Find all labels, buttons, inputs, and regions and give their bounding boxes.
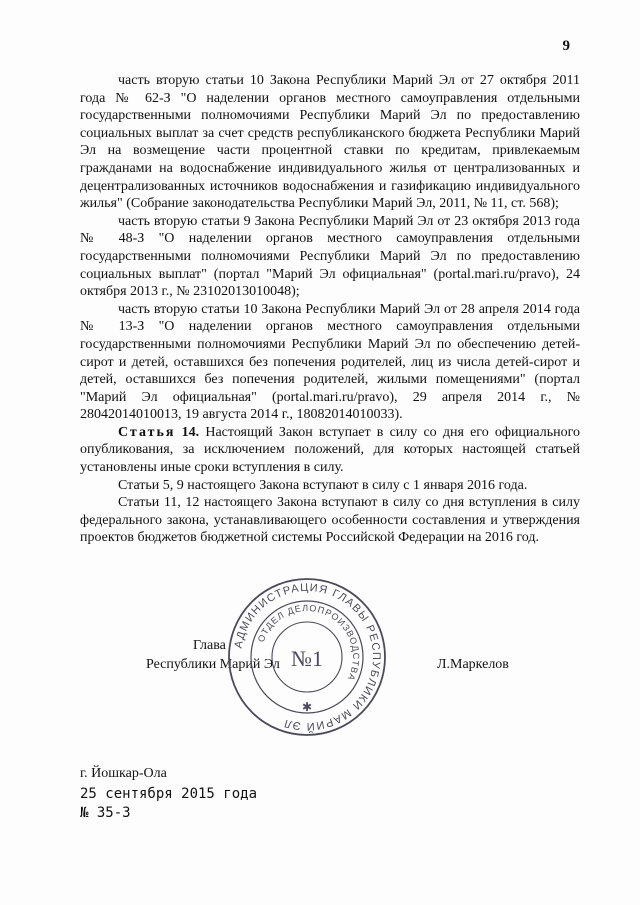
signatory-name: Л.Маркелов: [437, 657, 509, 672]
paragraph-law-13-z: часть вторую статьи 10 Закона Республики Марий Эл от 28 апреля 2014 года № 13-З "О наделении органов местного самоуправления отдельными государственными полномочиями Республики Марий Эл по обеспечению детей-сирот и детей, оставшихся без попечения родителей, лиц из числа детей-сирот и детей, оставшихся без попечения родителей, жилыми помещениями" (портал "Марий Эл официальная" (portal.mari.ru/pravo), 29 апреля 2014 г., № 28042014010013, 19 августа 2014 г., 18082014010033).: [80, 301, 580, 423]
official-stamp: [226, 576, 388, 738]
article-label: Статья: [118, 424, 176, 440]
paragraph-articles-5-9: Статьи 5, 9 настоящего Закона вступают в силу с 1 января 2016 года.: [118, 477, 528, 493]
document-body: [80, 72, 580, 547]
article-14-text: Настоящий Закон вступает в силу со дня его официального опубликования, за исключением положений, для которых настоящей статьей установлены иные сроки вступления в силу.: [80, 424, 581, 476]
signing-city: г. Йошкар-Ола: [80, 766, 167, 781]
stamp-center-number: №1: [291, 646, 323, 671]
paragraph-articles-11-12: Статьи 11, 12 настоящего Закона вступают в силу со дня вступления в силу федерального закона, устанавливающего особенности составления и утверждения проектов бюджетов бюджетной системы Российской Федерации на 2016 год.: [80, 495, 580, 546]
signature-title-line2: Республики Марий Эл: [146, 657, 280, 672]
paragraph-law-48-z: часть вторую статьи 9 Закона Республики Марий Эл от 23 октября 2013 года № 48-З "О наделении органов местного самоуправления отдельными государственными полномочиями Республики Марий Эл по предоставлению социальных выплат" (портал "Марий Эл официальная" (portal.mari.ru/pravo), 24 октября 2013 г., № 23102013010048);: [80, 213, 580, 300]
page-number: 9: [562, 38, 570, 54]
stamp-inner-text: ОТДЕЛ ДЕЛОПРОИЗВОДСТВА: [255, 602, 362, 683]
stamp-ring-text: АДМИНИСТРАЦИЯ ГЛАВЫ РЕСПУБЛИКИ МАРИЙ ЭЛ: [232, 581, 383, 733]
article-14-paragraph: [80, 424, 580, 477]
law-number: № 35-З: [80, 805, 131, 821]
paragraph-law-62-z: часть вторую статьи 10 Закона Республики Марий Эл от 27 октября 2011 года № 62-З "О наделении органов местного самоуправления отдельными государственными полномочиями Республики Марий Эл по предоставлению социальных выплат за счет средств республиканского бюджета Республики Марий Эл на возмещение части процентной ставки по кредитам, привлекаемым гражданами на водоснабжение индивидуального жилья от централизованных и децентрализованных источников водоснабжения и газификацию индивидуального жилья" (Собрание законодательства Республики Марий Эл, 2011, № 11, ст. 568);: [80, 73, 580, 212]
article-number: 14.: [181, 424, 200, 440]
signing-date: 25 сентября 2015 года: [80, 786, 258, 802]
signature-title-line1: Глава: [193, 638, 226, 653]
star-icon: ✱: [301, 700, 313, 714]
